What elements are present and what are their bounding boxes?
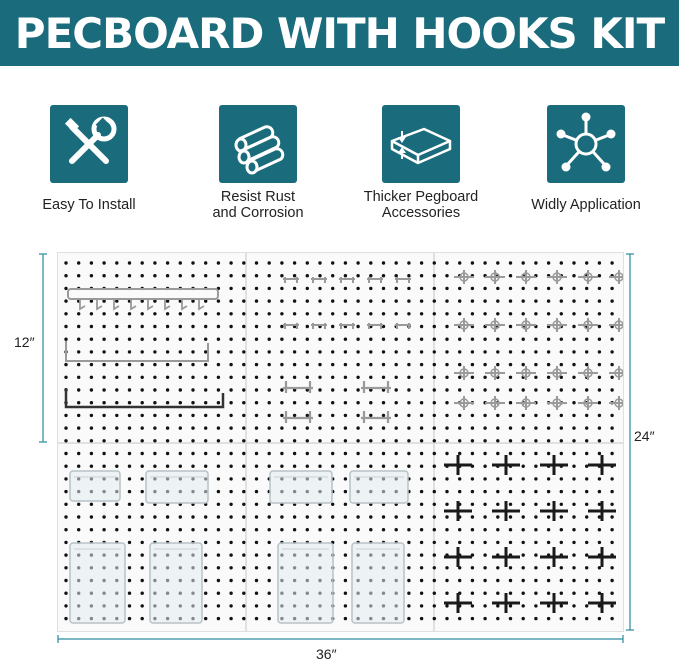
black-hook: [540, 547, 568, 567]
feature-label: Resist Rust and Corrosion: [212, 189, 304, 221]
black-hook: [588, 547, 616, 567]
feature-resist-rust: [183, 105, 333, 221]
shelf-hook: [66, 341, 208, 361]
loop-hook: [578, 366, 598, 380]
small-hook: [339, 277, 355, 283]
loop-hook: [516, 366, 536, 380]
loop-hook: [454, 318, 474, 332]
tools-icon: [50, 105, 128, 183]
small-hook: [311, 323, 327, 329]
black-hook: [588, 455, 616, 475]
black-hook: [492, 593, 520, 613]
loop-hook: [609, 396, 623, 410]
loop-hook: [485, 318, 505, 332]
hook-rack: [68, 289, 218, 299]
loop-hook: [485, 366, 505, 380]
panel-height-label: 12″: [14, 334, 35, 350]
loop-hook: [485, 270, 505, 284]
loop-hook: [609, 318, 623, 332]
hook: [131, 299, 136, 309]
clear-bin: [350, 471, 408, 503]
loop-hook: [578, 318, 598, 332]
small-hook: [339, 323, 355, 329]
feature-easy-install: [14, 105, 164, 213]
small-hook: [395, 277, 411, 283]
black-hook: [444, 593, 472, 613]
clear-bin: [70, 543, 125, 623]
hook: [97, 299, 102, 309]
loop-hook: [516, 270, 536, 284]
small-hook: [283, 323, 299, 329]
total-height-label: 24″: [634, 428, 655, 444]
peg-holes: [64, 261, 614, 620]
total-width-label: 36″: [316, 646, 337, 662]
black-hook: [444, 455, 472, 475]
board-thickness-icon: [382, 105, 460, 183]
loop-hook: [609, 270, 623, 284]
small-hook: [367, 323, 383, 329]
hook: [80, 299, 85, 309]
clear-bin: [70, 471, 120, 501]
small-hook: [311, 277, 327, 283]
feature-widly-application: [511, 105, 661, 213]
double-hook: [361, 381, 391, 393]
loop-hook: [578, 270, 598, 284]
loop-hook: [485, 396, 505, 410]
loop-hook: [454, 396, 474, 410]
loop-hook: [547, 318, 567, 332]
width-dimension-line: [57, 634, 624, 644]
clear-bin: [146, 471, 208, 503]
black-hook: [444, 547, 472, 567]
small-hook: [283, 277, 299, 283]
black-hook: [588, 593, 616, 613]
black-hook: [492, 455, 520, 475]
black-hook: [492, 547, 520, 567]
loop-hook: [547, 270, 567, 284]
small-hook: [367, 277, 383, 283]
header-banner: [0, 0, 679, 66]
black-hook: [540, 593, 568, 613]
clear-bin: [352, 543, 404, 623]
feature-thicker-pegboard: [346, 105, 496, 221]
loop-hook: [516, 318, 536, 332]
feature-label: Thicker Pegboard Accessories: [363, 189, 479, 221]
pegboard-illustration: [58, 253, 623, 631]
clear-bin: [278, 543, 333, 623]
page-title: PECBOARD WITH HOOKS KIT: [14, 9, 665, 58]
double-hook: [361, 411, 391, 423]
small-hook: [395, 323, 411, 329]
feature-label: Widly Application: [531, 197, 641, 213]
black-hook: [540, 455, 568, 475]
height-dimension-line: [38, 252, 48, 444]
pegboard-photo: [57, 252, 624, 632]
network-icon: [547, 105, 625, 183]
loop-hook: [578, 396, 598, 410]
black-hook: [540, 501, 568, 521]
loop-hook: [454, 270, 474, 284]
clear-bin: [150, 543, 202, 623]
clear-bin: [270, 471, 332, 503]
hook: [182, 299, 187, 309]
shelf-hook-black: [66, 388, 223, 407]
hook: [199, 299, 204, 309]
loop-hook: [516, 396, 536, 410]
double-hook: [283, 411, 313, 423]
feature-label: Easy To Install: [42, 197, 136, 213]
hook: [148, 299, 153, 309]
rolls-icon: [219, 105, 297, 183]
loop-hook: [547, 396, 567, 410]
